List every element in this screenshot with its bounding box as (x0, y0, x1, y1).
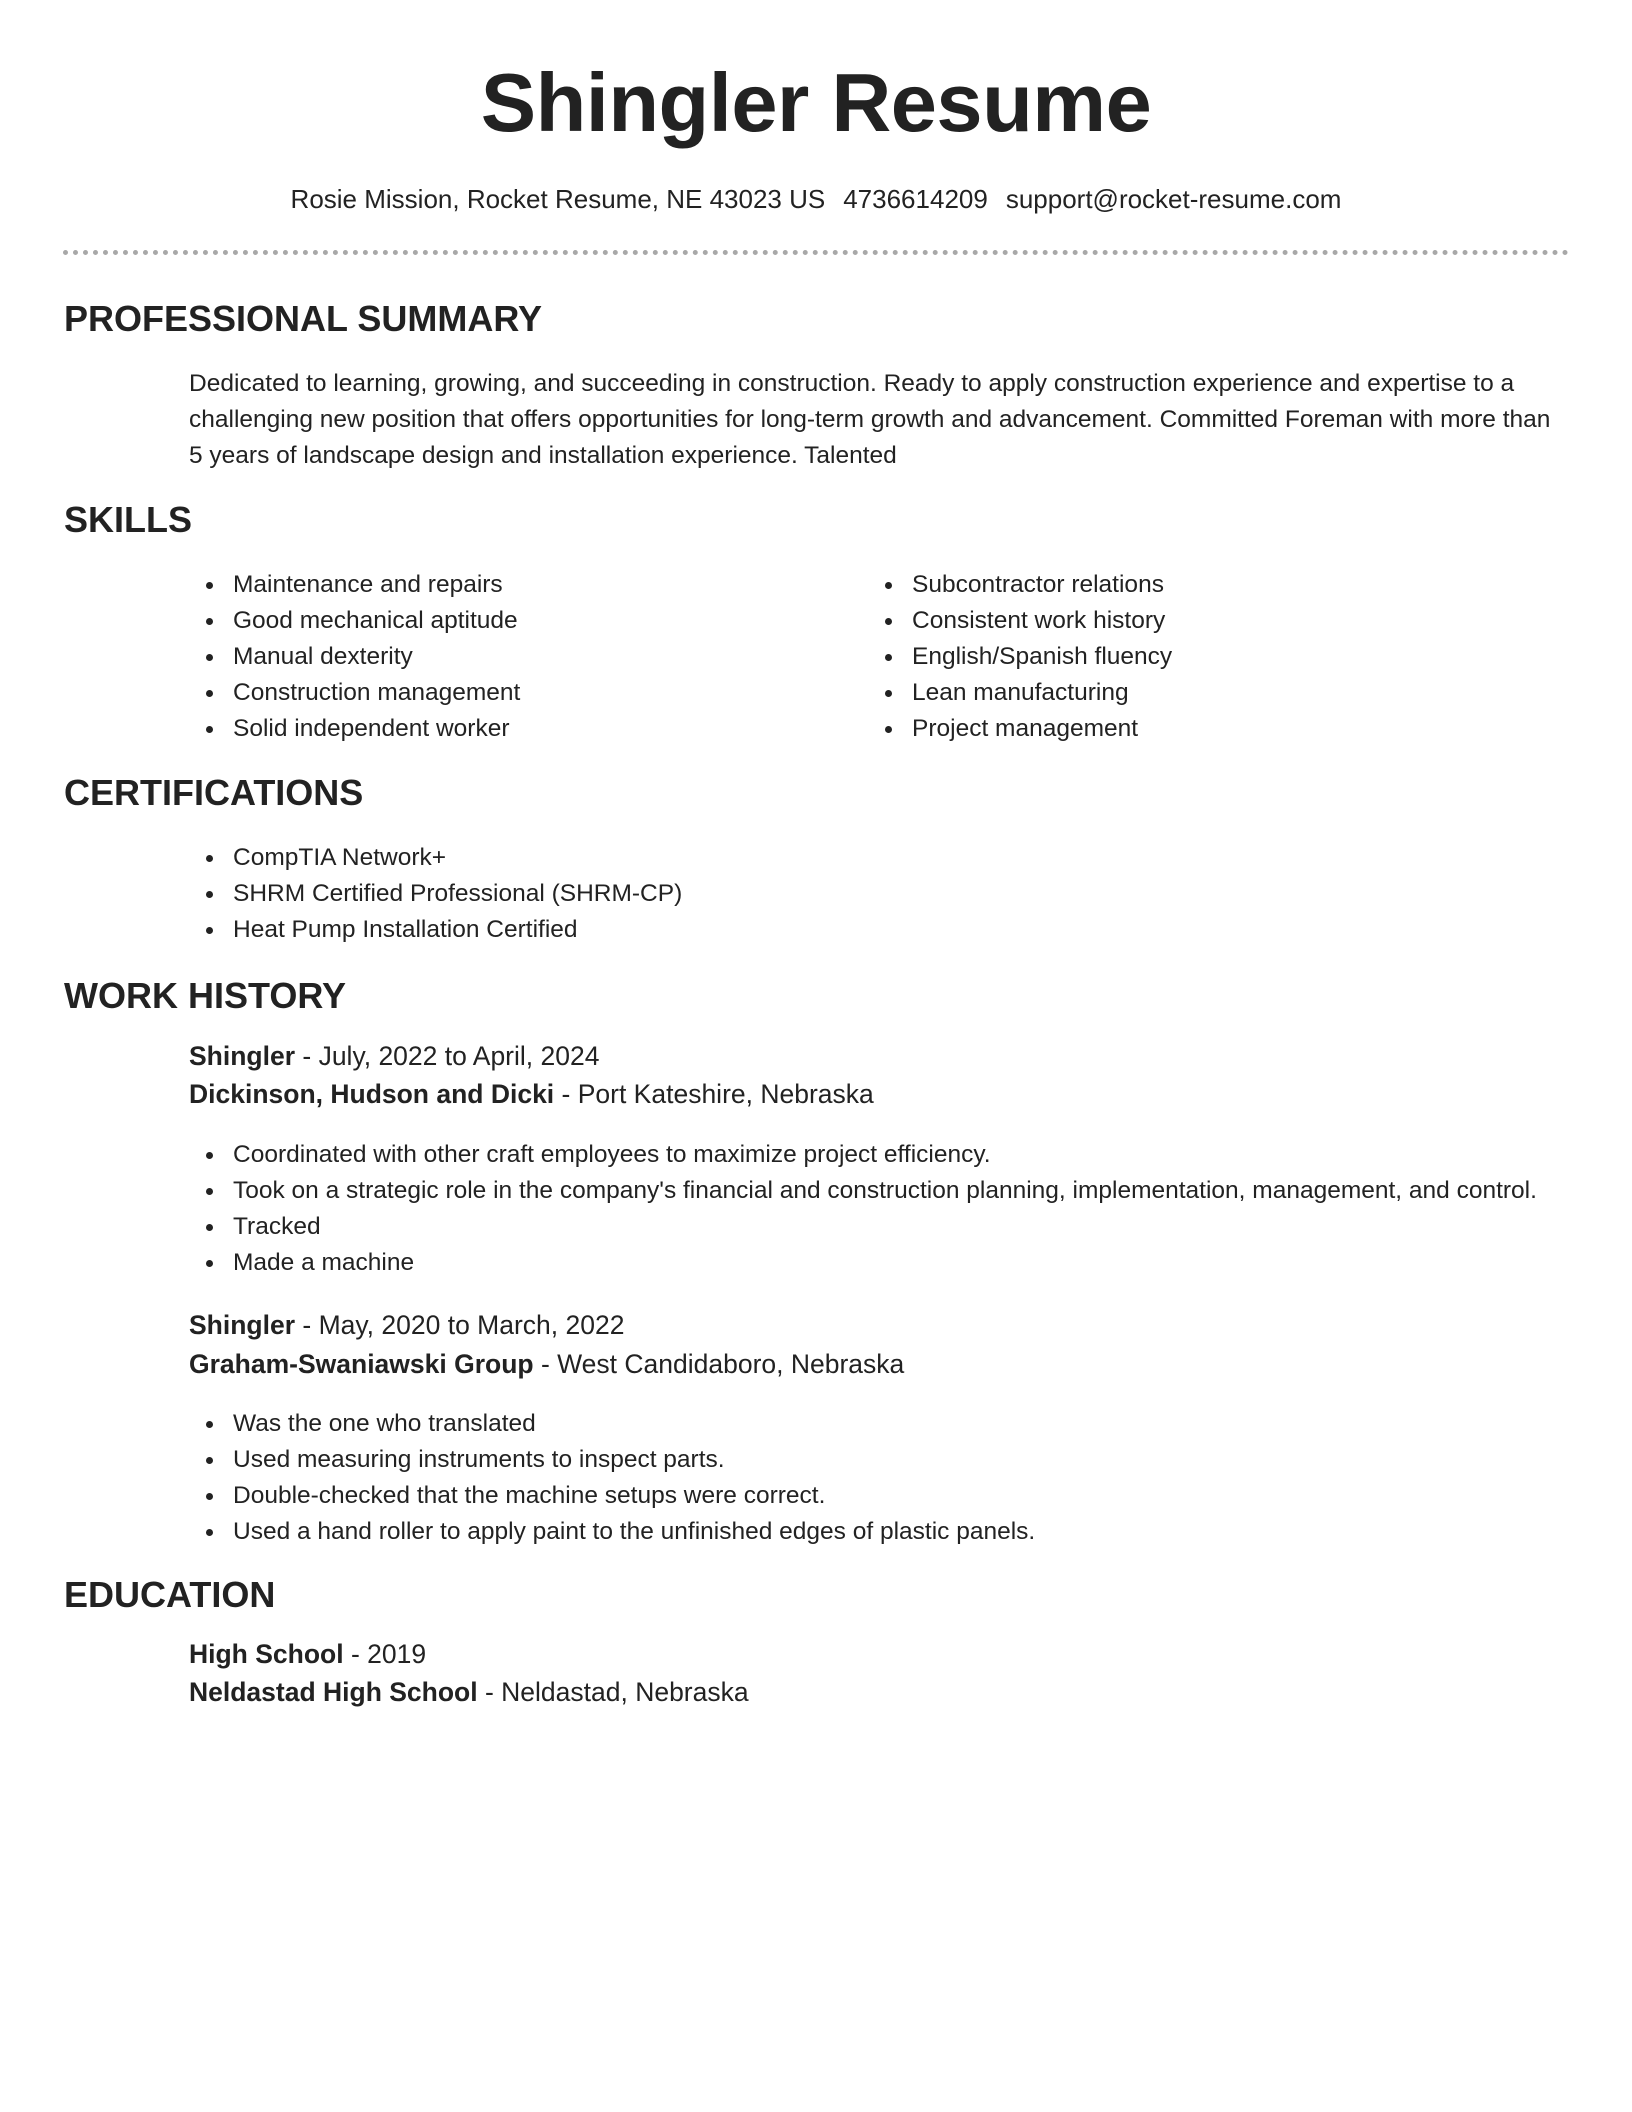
skill-item: Subcontractor relations (868, 567, 1172, 603)
contact-email: support@rocket-resume.com (1005, 184, 1342, 214)
resume-title: Shingler Resume (480, 56, 1152, 149)
skill-item: Good mechanical aptitude (189, 603, 520, 639)
section-title-work-history: WORK HISTORY (64, 975, 347, 1016)
education-location: - Neldastad, Nebraska (477, 1677, 749, 1707)
job-bullet: Was the one who translated (189, 1406, 1035, 1442)
header-divider (63, 250, 1569, 255)
job-company: Dickinson, Hudson and Dicki (189, 1079, 555, 1109)
job-location: - West Candidaboro, Nebraska (533, 1349, 905, 1379)
certification-item: Heat Pump Installation Certified (189, 912, 682, 948)
job-bullet: Used measuring instruments to inspect parts. (189, 1442, 1035, 1478)
job-title-line (189, 1037, 599, 1075)
job-bullet: Took on a strategic role in the company's financial and construction planning, implementation, management, and control. (189, 1173, 1537, 1209)
job-bullet: Made a machine (189, 1245, 1537, 1281)
skills-list-left (189, 567, 520, 747)
skill-item: Construction management (189, 675, 520, 711)
job-bullet: Tracked (189, 1209, 1537, 1245)
job-title-line (189, 1306, 624, 1344)
education-degree: High School (189, 1639, 344, 1669)
contact-phone: 4736614209 (843, 184, 988, 214)
skill-item: English/Spanish fluency (868, 639, 1172, 675)
job-dates: - July, 2022 to April, 2024 (295, 1041, 600, 1071)
section-title-education: EDUCATION (64, 1574, 276, 1615)
job-dates: - May, 2020 to March, 2022 (295, 1310, 625, 1340)
skill-item: Solid independent worker (189, 711, 520, 747)
job-company-line (189, 1075, 874, 1113)
summary-text: Dedicated to learning, growing, and succeeding in construction. Ready to apply construction experience and expertise to a challenging new position that offers opportunities for long-term growth and advancement. Committed Foreman with more than 5 years of landscape design and installation experience. Talented (189, 370, 1551, 469)
education-school: Neldastad High School (189, 1677, 478, 1707)
job-bullet: Coordinated with other craft employees to maximize project efficiency. (189, 1137, 1537, 1173)
job-title: Shingler (189, 1041, 296, 1071)
job-bullets (189, 1137, 1537, 1281)
job-bullet: Double-checked that the machine setups were correct. (189, 1478, 1035, 1514)
job-location: - Port Kateshire, Nebraska (554, 1079, 874, 1109)
section-title-certifications: CERTIFICATIONS (64, 772, 364, 813)
certifications-list (189, 840, 682, 948)
skill-item: Maintenance and repairs (189, 567, 520, 603)
education-degree-line (189, 1635, 426, 1673)
certification-item: CompTIA Network+ (189, 840, 682, 876)
education-year: - 2019 (343, 1639, 427, 1669)
contact-line (0, 181, 1632, 217)
section-title-skills: SKILLS (64, 499, 193, 540)
skill-item: Project management (868, 711, 1172, 747)
job-title: Shingler (189, 1310, 296, 1340)
job-bullets (189, 1406, 1035, 1550)
skill-item: Manual dexterity (189, 639, 520, 675)
education-school-line (189, 1673, 749, 1711)
skills-list-right (868, 567, 1172, 747)
job-bullet: Used a hand roller to apply paint to the unfinished edges of plastic panels. (189, 1514, 1035, 1550)
skill-item: Lean manufacturing (868, 675, 1172, 711)
job-company-line (189, 1345, 904, 1383)
section-title-summary: PROFESSIONAL SUMMARY (64, 298, 543, 339)
skill-item: Consistent work history (868, 603, 1172, 639)
job-company: Graham-Swaniawski Group (189, 1349, 534, 1379)
contact-address: Rosie Mission, Rocket Resume, NE 43023 US (290, 184, 826, 214)
certification-item: SHRM Certified Professional (SHRM-CP) (189, 876, 682, 912)
